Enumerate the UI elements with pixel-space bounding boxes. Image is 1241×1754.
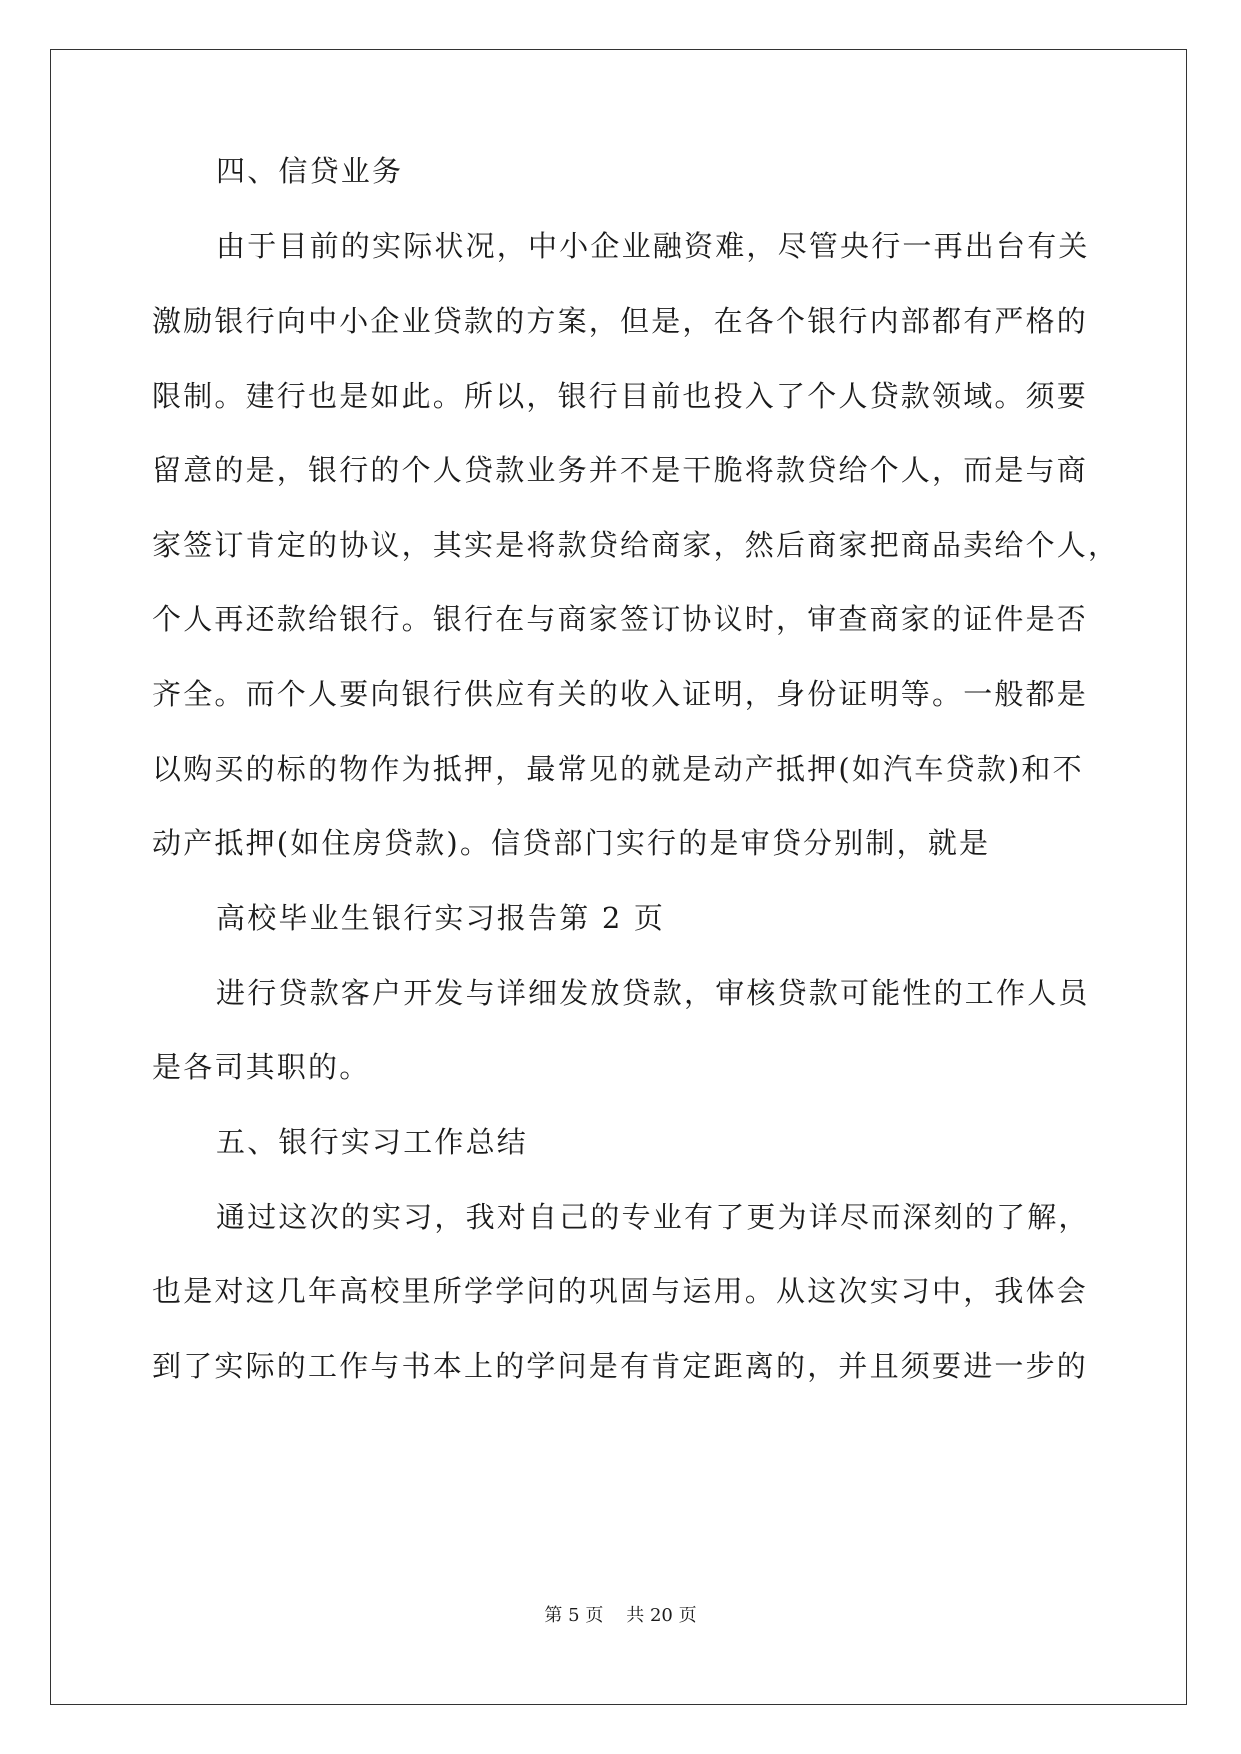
paragraph-line: 通过这次的实习，我对自己的专业有了更为详尽而深刻的了解， — [216, 1200, 1090, 1234]
page-footer — [0, 1604, 1241, 1628]
paragraph-line: 是各司其职的。 — [152, 1050, 371, 1084]
paragraph-line: 由于目前的实际状况，中小企业融资难，尽管央行一再出台有关 — [216, 229, 1090, 263]
paragraph-line: 激励银行向中小企业贷款的方案，但是，在各个银行内部都有严格的 — [152, 304, 1089, 338]
page-number: 第 5 页 — [544, 1605, 604, 1626]
paragraph-line: 个人再还款给银行。银行在与商家签订协议时，审查商家的证件是否 — [152, 602, 1089, 636]
page-border — [50, 49, 1187, 1705]
paragraph-line: 也是对这几年高校里所学学问的巩固与运用。从这次实习中，我体会 — [152, 1274, 1089, 1308]
paragraph-line: 齐全。而个人要向银行供应有关的收入证明，身份证明等。一般都是 — [152, 677, 1089, 711]
section-heading-5: 五、银行实习工作总结 — [216, 1125, 529, 1159]
paragraph-line: 以购买的标的物作为抵押，最常见的就是动产抵押(如汽车贷款)和不 — [152, 752, 1084, 786]
running-title: 高校毕业生银行实习报告第 2 页 — [216, 901, 666, 935]
paragraph-line: 留意的是，银行的个人贷款业务并不是干脆将款贷给个人，而是与商 — [152, 453, 1089, 487]
paragraph-line: 动产抵押(如住房贷款)。信贷部门实行的是审贷分别制，就是 — [152, 826, 991, 860]
section-heading-4: 四、信贷业务 — [216, 154, 404, 188]
paragraph-line: 家签订肯定的协议，其实是将款贷给商家，然后商家把商品卖给个人， — [152, 528, 1120, 562]
total-pages: 共 20 页 — [626, 1605, 697, 1626]
paragraph-line: 到了实际的工作与书本上的学问是有肯定距离的，并且须要进一步的 — [152, 1349, 1089, 1383]
paragraph-line: 限制。建行也是如此。所以，银行目前也投入了个人贷款领域。须要 — [152, 379, 1089, 413]
paragraph-line: 进行贷款客户开发与详细发放贷款，审核贷款可能性的工作人员 — [216, 976, 1090, 1010]
